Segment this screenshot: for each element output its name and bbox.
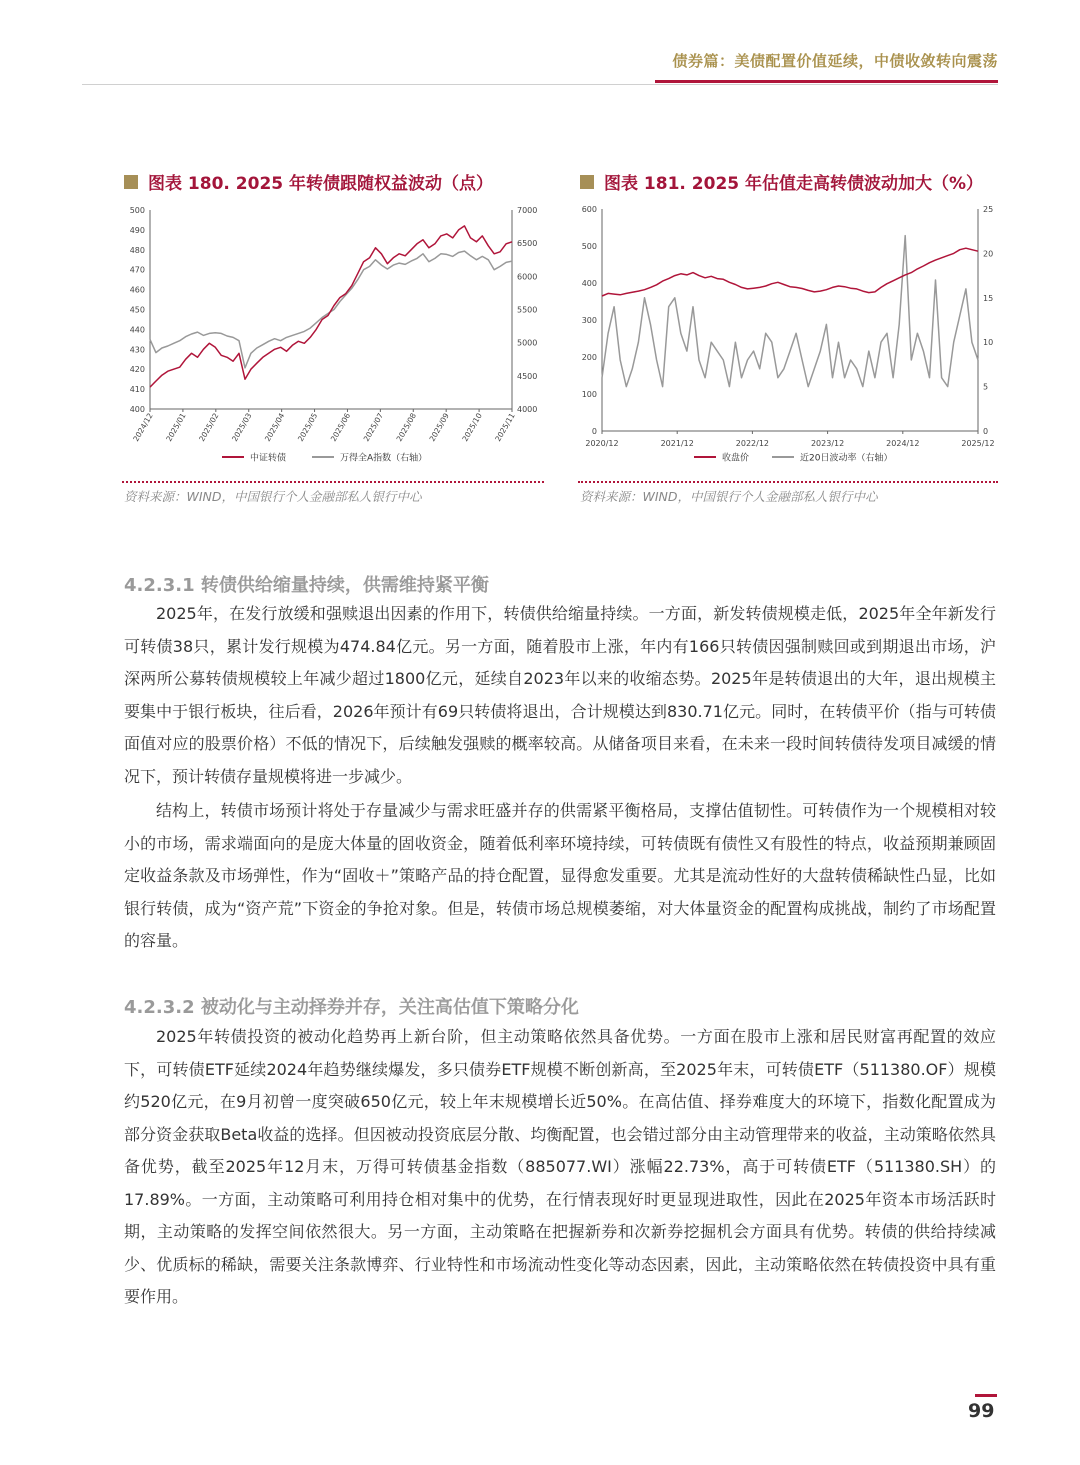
x-tick-label: 2025/11 bbox=[493, 411, 517, 443]
y-tick-label-left: 600 bbox=[581, 205, 597, 214]
y-tick-label-right: 25 bbox=[983, 205, 994, 214]
page-number: 99 bbox=[968, 1400, 995, 1422]
y-tick-label-left: 480 bbox=[129, 245, 145, 255]
figure1-title bbox=[124, 169, 493, 194]
page-number-accent bbox=[975, 1394, 997, 1397]
figure2-divider bbox=[578, 481, 998, 483]
x-tick-label: 2025/10 bbox=[460, 411, 484, 443]
y-tick-label-left: 450 bbox=[129, 305, 145, 315]
series-line bbox=[602, 248, 978, 296]
y-tick-label-left: 200 bbox=[581, 353, 597, 362]
x-tick-label: 2025/04 bbox=[262, 411, 287, 443]
x-tick-label: 2025/03 bbox=[230, 411, 254, 443]
figure1-source: 资料来源：WIND，中国银行个人金融部私人银行中心 bbox=[124, 489, 422, 504]
y-tick-label-right: 5500 bbox=[517, 305, 538, 315]
figure1-title-text: 图表 180. 2025 年转债跟随权益波动（点） bbox=[148, 174, 494, 194]
y-tick-label-right: 20 bbox=[983, 249, 994, 259]
y-tick-label-left: 400 bbox=[581, 279, 597, 288]
y-tick-label-right: 6000 bbox=[517, 272, 538, 282]
series-line bbox=[602, 236, 978, 387]
y-tick-label-left: 490 bbox=[129, 225, 145, 235]
x-tick-label: 2020/12 bbox=[585, 439, 619, 448]
x-tick-label: 2022/12 bbox=[735, 439, 770, 448]
y-tick-label-left: 430 bbox=[129, 345, 145, 355]
y-tick-label-right: 0 bbox=[983, 427, 989, 436]
legend-label: 中证转债 bbox=[250, 453, 287, 464]
figure2-title bbox=[580, 169, 983, 194]
figure1-chart bbox=[122, 198, 547, 473]
y-tick-label-left: 470 bbox=[129, 265, 145, 275]
header-divider bbox=[82, 84, 998, 85]
x-tick-label: 2025/01 bbox=[164, 411, 188, 443]
x-tick-label: 2024/12 bbox=[131, 411, 155, 443]
figure2-source: 资料来源：WIND，中国银行个人金融部私人银行中心 bbox=[580, 489, 878, 504]
running-header: 债券篇：美债配置价值延续，中债收敛转向震荡 bbox=[672, 52, 998, 70]
y-tick-label-right: 4000 bbox=[517, 405, 538, 414]
figure1-svg bbox=[122, 198, 547, 473]
y-tick-label-left: 500 bbox=[581, 242, 597, 251]
y-tick-label-right: 6500 bbox=[517, 239, 538, 249]
y-tick-label-left: 500 bbox=[129, 206, 145, 215]
y-tick-label-left: 400 bbox=[129, 405, 145, 414]
legend-label: 近20日波动率（右轴） bbox=[800, 453, 893, 464]
x-tick-label: 2025/06 bbox=[328, 411, 353, 443]
x-tick-label: 2025/12 bbox=[961, 439, 995, 448]
y-tick-label-left: 460 bbox=[129, 285, 145, 295]
section2-heading: 4.2.3.2 被动化与主动择券并存，关注高估值下策略分化 bbox=[124, 997, 579, 1018]
figure2-title-text: 图表 181. 2025 年估值走高转债波动加大（%） bbox=[604, 174, 984, 194]
x-tick-label: 2025/08 bbox=[394, 411, 419, 443]
header-accent-rule bbox=[655, 80, 998, 83]
y-tick-label-right: 7000 bbox=[517, 206, 538, 215]
legend-label: 收盘价 bbox=[722, 453, 750, 464]
y-tick-label-left: 0 bbox=[591, 427, 597, 436]
figure-marker-icon bbox=[580, 175, 594, 189]
y-tick-label-left: 100 bbox=[581, 390, 597, 399]
legend-label: 万得全A指数（右轴） bbox=[340, 453, 428, 464]
x-tick-label: 2024/12 bbox=[886, 439, 920, 448]
y-tick-label-left: 420 bbox=[129, 365, 145, 375]
y-tick-label-left: 440 bbox=[129, 325, 145, 335]
x-tick-label: 2023/12 bbox=[810, 439, 845, 448]
section2-paragraph-1: 2025年转债投资的被动化趋势再上新台阶，但主动策略依然具备优势。一方面在股市上涨和居民财富再配置的效应下，可转债ETF延续2024年趋势继续爆发，多只债券ETF规模不断创新高，至2025年末，可转债ETF（511380.OF）规模约520亿元，在9月初曾一度突破650亿元，较上年末规模增长近50%。在高估值、择券难度大的环境下，指数化配置成为部分资金获取Beta收益的选择。但因被动投资底层分散、均衡配置，也会错过部分由主动管理带来的收益，主动策略依然具备优势，截至2025年12月末，万得可转债基金指数（885077.WI）涨幅22.73%，高于可转债ETF（511380.SH）的17.89%。一方面，主动策略可利用持仓相对集中的优势，在行情表现好时更显现进取性，因此在2025年资本市场活跃时期，主动策略的发挥空间依然很大。另一方面，主动策略在把握新券和次新券挖掘机会方面具有优势。转债的供给持续减少、优质标的稀缺，需要关注条款博弈、行业特性和市场流动性变化等动态因素，因此，主动策略依然在转债投资中具有重要作用。 bbox=[124, 1027, 996, 1306]
x-tick-label: 2025/02 bbox=[197, 411, 221, 443]
y-tick-label-left: 300 bbox=[581, 316, 597, 325]
y-tick-label-right: 10 bbox=[983, 338, 994, 348]
y-tick-label-left: 410 bbox=[129, 385, 145, 395]
y-tick-label-right: 15 bbox=[983, 293, 994, 303]
figure1-divider bbox=[122, 481, 544, 483]
y-tick-label-right: 4500 bbox=[517, 371, 538, 381]
y-tick-label-right: 5000 bbox=[517, 338, 538, 348]
figure2-chart bbox=[574, 198, 1002, 473]
section1-paragraph-2: 结构上，转债市场预计将处于存量减少与需求旺盛并存的供需紧平衡格局，支撑估值韧性。可转债作为一个规模相对较小的市场，需求端面向的是庞大体量的固收资金，随着低利率环境持续，可转债既有债性又有股性的特点，收益预期兼顾固定收益条款及市场弹性，作为“固收＋”策略产品的持仓配置，显得愈发重要。尤其是流动性好的大盘转债稀缺性凸显，比如银行转债，成为“资产荒”下资金的争抢对象。但是，转债市场总规模萎缩，对大体量资金的配置构成挑战，制约了市场配置的容量。 bbox=[124, 801, 996, 950]
x-tick-label: 2025/07 bbox=[361, 411, 386, 443]
series-line bbox=[150, 226, 512, 387]
figure-marker-icon bbox=[124, 175, 138, 189]
x-tick-label: 2025/05 bbox=[295, 411, 320, 443]
x-tick-label: 2021/12 bbox=[660, 439, 694, 448]
figure2-svg bbox=[574, 198, 1002, 473]
section1-heading: 4.2.3.1 转债供给缩量持续，供需维持紧平衡 bbox=[124, 575, 489, 596]
y-tick-label-right: 5 bbox=[983, 382, 989, 392]
x-tick-label: 2025/09 bbox=[427, 411, 451, 443]
section1-paragraph-1: 2025年，在发行放缓和强赎退出因素的作用下，转债供给缩量持续。一方面，新发转债规模走低，2025年全年新发行可转债38只，累计发行规模为474.84亿元。另一方面，随着股市上涨，年内有166只转债因强制赎回或到期退出市场，沪深两所公募转债规模较上年减少超过1800亿元，延续自2023年以来的收缩态势。2025年是转债退出的大年，退出规模主要集中于银行板块，往后看，2026年预计有69只转债将退出，合计规模达到830.71亿元。同时，在转债平价（指与可转债面值对应的股票价格）不低的情况下，后续触发强赎的概率较高。从储备项目来看，在未来一段时间转债待发项目减缓的情况下，预计转债存量规模将进一步减少。 bbox=[124, 604, 996, 786]
